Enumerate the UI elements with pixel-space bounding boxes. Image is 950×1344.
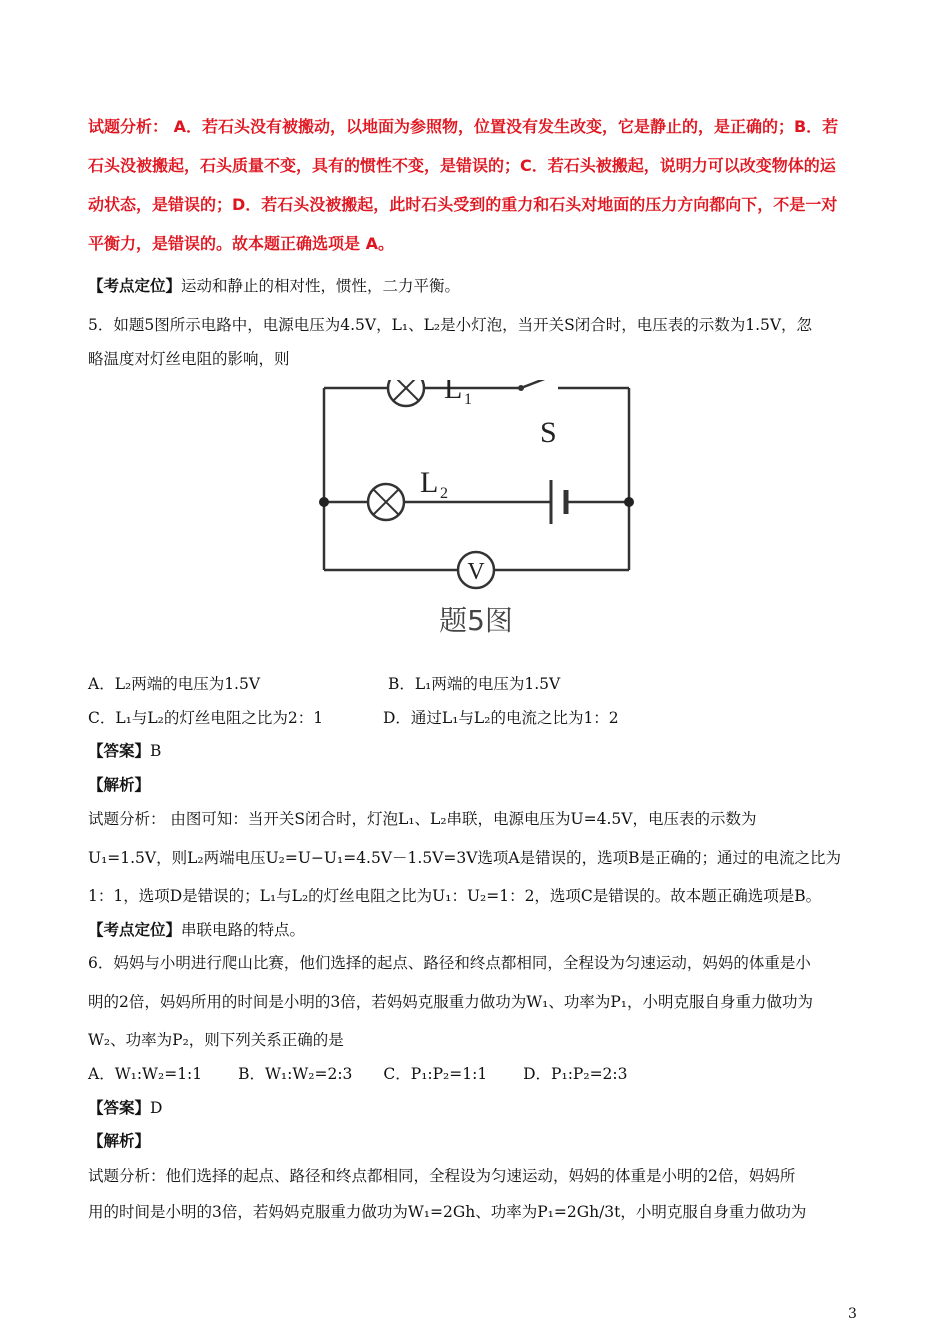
options-line: A．W₁:W₂=1:1 B．W₁:W₂=2:3 C．P₁:P₂=1:1 D．P₁:P₂=2:3 — [88, 1065, 628, 1083]
junction-dot-left — [319, 497, 329, 507]
switch-contact-icon — [518, 385, 524, 391]
knowledge-point: 【考点定位】运动和静止的相对性，惯性，二力平衡。 — [88, 277, 461, 295]
answer-line: 【答案】B — [88, 742, 162, 760]
switch-blade — [521, 380, 552, 388]
analysis-line: 试题分析： A．若石头没有被搬动，以地面为参照物，位置没有发生改变，它是静止的，是正确的；B．若 — [88, 117, 839, 136]
option-a: A．L₂两端的电压为1.5V — [88, 675, 261, 693]
analysis-line: U₁=1.5V，则L₂两端电压U₂=U−U₁=4.5V－1.5V=3V选项A是错误的，选项B是正确的；通过的电流之比为 — [88, 849, 842, 867]
analysis-heading: 【解析】 — [88, 1132, 151, 1150]
knowledge-point: 【考点定位】串联电路的特点。 — [88, 921, 306, 939]
answer-line: 【答案】D — [88, 1099, 163, 1117]
lamp-l2-label: L — [420, 466, 439, 499]
analysis-line: 1：1，选项D是错误的；L₁与L₂的灯丝电阻之比为U₁：U₂=1：2，选项C是错误的。故本题正确选项是B。 — [88, 887, 822, 905]
analysis-line: 平衡力，是错误的。故本题正确选项是 A。 — [88, 234, 394, 253]
option-b: B．L₁两端的电压为1.5V — [388, 675, 561, 693]
analysis-line: 试题分析：他们选择的起点、路径和终点都相同，全程设为匀速运动，妈妈的体重是小明的2倍，妈妈所 — [88, 1167, 796, 1185]
analysis-line: 试题分析： 由图可知：当开关S闭合时，灯泡L₁、L₂串联，电源电压为U=4.5V，电压表的示数为 — [88, 810, 757, 828]
analysis-line: 动状态，是错误的；D．若石头没被搬起，此时石头受到的重力和石头对地面的压力方向都向下，不是一对 — [88, 195, 838, 214]
figure-caption: 题5图 — [439, 604, 513, 637]
analysis-line: 石头没被搬起，石头质量不变，具有的惯性不变，是错误的；C．若石头被搬起，说明力可以改变物体的运 — [88, 156, 836, 175]
question-stem: 明的2倍，妈妈所用的时间是小明的3倍，若妈妈克服重力做功为W₁、功率为P₁，小明克服自身重力做功为 — [88, 993, 814, 1011]
page-number: 3 — [848, 1306, 857, 1322]
question-stem: 5．如题5图所示电路中，电源电压为4.5V，L₁、L₂是小灯泡，当开关S闭合时，电压表的示数为1.5V，忽 — [88, 316, 813, 334]
circuit-diagram — [316, 380, 636, 640]
analysis-heading: 【解析】 — [88, 776, 151, 794]
lamp-l2-subscript: 2 — [440, 485, 448, 502]
switch-label: S — [540, 416, 557, 449]
junction-dot-right — [624, 497, 634, 507]
lamp-l1-label: L — [444, 380, 463, 405]
option-c: C．L₁与L₂的灯丝电阻之比为2：1 — [88, 709, 324, 727]
question-stem: 6．妈妈与小明进行爬山比赛，他们选择的起点、路径和终点都相同，全程设为匀速运动，妈妈的体重是小 — [88, 954, 811, 972]
question-stem: W₂、功率为P₂，则下列关系正确的是 — [88, 1031, 344, 1049]
voltmeter-label: V — [467, 559, 485, 585]
option-d: D．通过L₁与L₂的电流之比为1：2 — [383, 709, 619, 727]
lamp-l1-icon — [388, 380, 424, 406]
lamp-l2-icon — [368, 484, 404, 520]
circuit-svg — [316, 380, 636, 640]
question-stem: 略温度对灯丝电阻的影响，则 — [88, 350, 290, 368]
battery-icon — [551, 480, 566, 524]
lamp-l1-subscript: 1 — [464, 391, 472, 408]
analysis-line: 用的时间是小明的3倍，若妈妈克服重力做功为W₁=2Gh、功率为P₁=2Gh/3t，小明克服自身重力做功为 — [88, 1203, 807, 1221]
